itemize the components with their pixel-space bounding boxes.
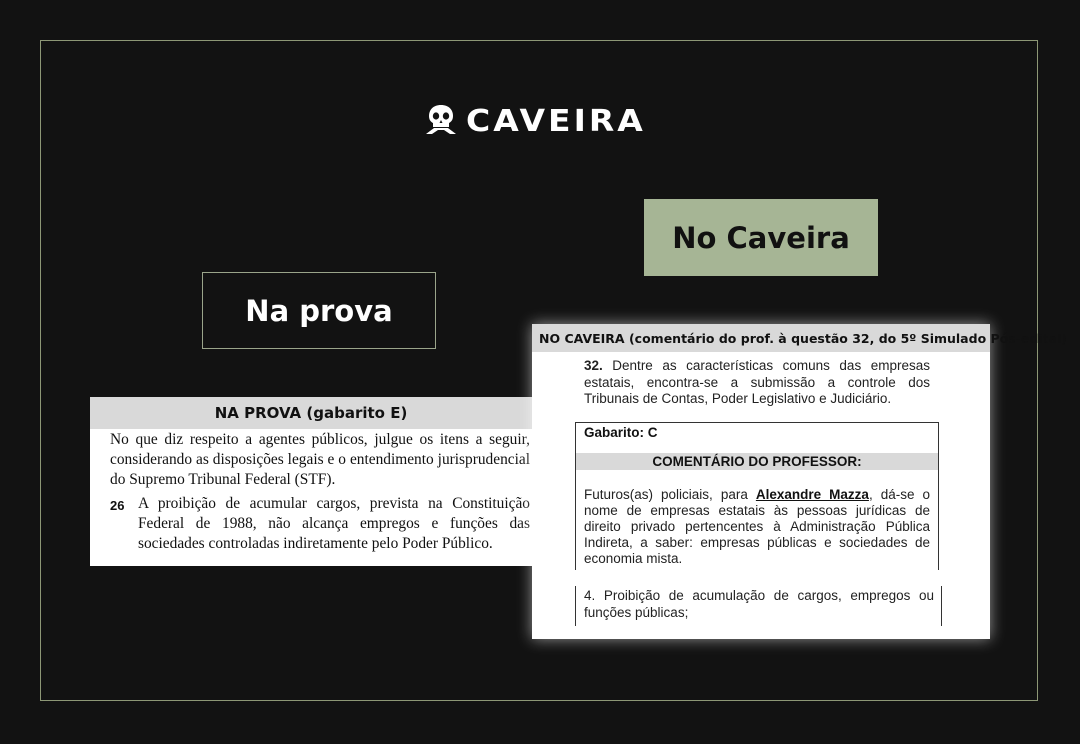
exam-question-card <box>90 397 532 566</box>
question-32 <box>584 358 930 408</box>
comment-author: Alexandre Mazza <box>755 487 869 502</box>
comment-body <box>584 487 930 567</box>
na-prova-label: Na prova <box>202 272 436 349</box>
caveira-card-header: NO CAVEIRA (comentário do prof. à questão 32, do 5º Simulado Pós-edital) <box>532 324 990 352</box>
brand-logo <box>424 100 664 140</box>
gabarito-label: Gabarito: C <box>584 425 658 440</box>
exam-intro-text: No que diz respeito a agentes públicos, julgue os itens a seguir, considerando as disposições legais e o entendimento jurisprudencial do Supremo Tribunal Federal (STF). <box>110 431 530 488</box>
exam-item <box>110 494 530 554</box>
item-4-text: 4. Proibição de acumulação de cargos, empregos ou funções públicas; <box>584 588 934 620</box>
comment-header: COMENTÁRIO DO PROFESSOR: <box>576 453 938 470</box>
question-text: Dentre as características comuns das empresas estatais, encontra-se a submissão a controle dos Tribunais de Contas, Poder Legislativo e Judiciário. <box>584 358 930 406</box>
caveira-comment-card <box>532 324 1068 639</box>
brand-name: CAVEIRA <box>466 102 646 138</box>
answer-box <box>575 422 939 570</box>
comment-pre: Futuros(as) policiais, para <box>584 487 756 502</box>
exam-item-number: 26 <box>110 498 125 513</box>
question-number: 32. <box>584 358 603 373</box>
skull-icon <box>424 103 458 137</box>
comment-post: , dá-se o nome de empresas estatais às pessoas jurídicas de direito privado pertencentes à Administração Pública Indireta, a saber: empresas públicas e sociedades de economia mista. <box>584 487 931 566</box>
exam-item-text: A proibição de acumular cargos, prevista na Constituição Federal de 1988, não alcança empregos e funções das sociedades controladas indiretamente pelo Poder Público. <box>138 495 530 552</box>
item-4-box <box>575 586 942 626</box>
exam-card-header: NA PROVA (gabarito E) <box>90 397 532 429</box>
no-caveira-label: No Caveira <box>644 199 878 276</box>
